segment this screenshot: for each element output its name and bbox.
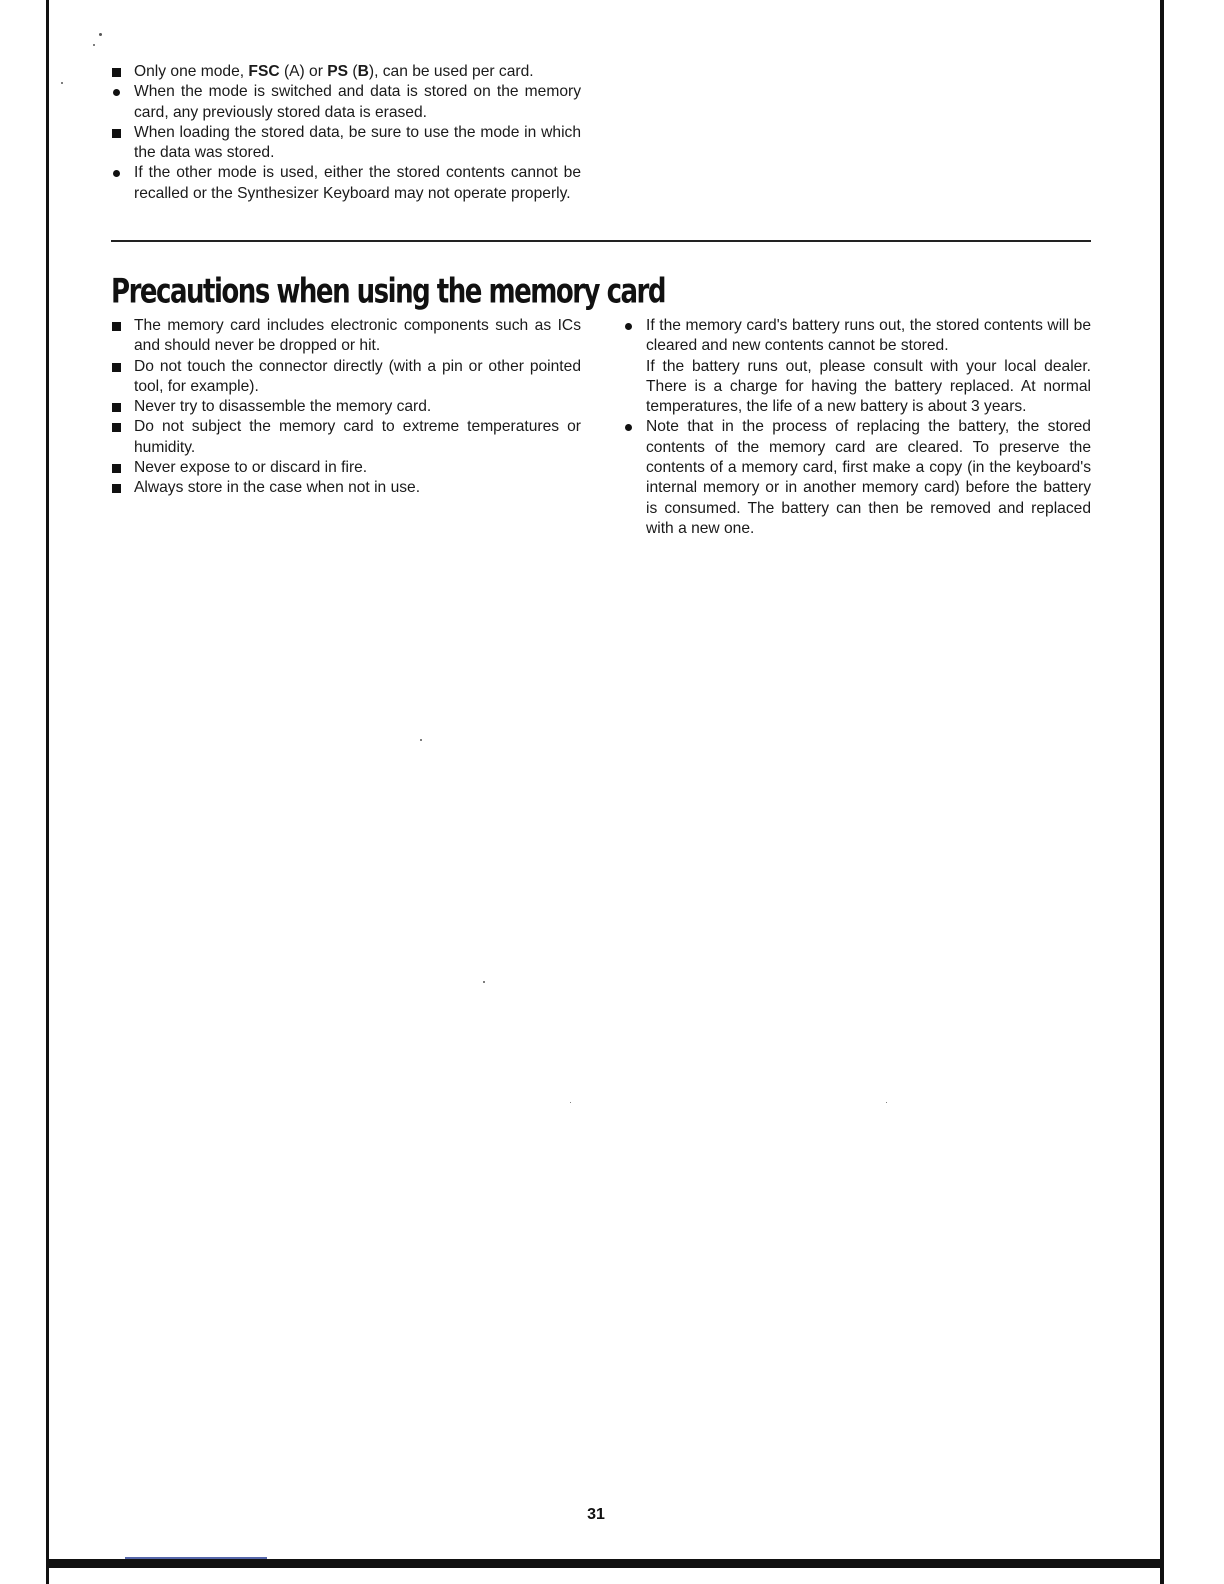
round-bullet-icon	[625, 424, 632, 431]
square-bullet-icon	[112, 363, 121, 372]
mode-fsc-label: FSC	[248, 63, 280, 80]
precautions-list	[111, 316, 581, 499]
note-text: ), can be used per card.	[368, 63, 534, 80]
battery-notes-column	[623, 316, 1091, 539]
scan-frame-left	[46, 0, 49, 1584]
scan-frame-bottom	[46, 1559, 1164, 1568]
precautions-left-column	[111, 316, 581, 499]
precaution-text: Do not touch the connector directly (with a pin or other pointed tool, for example).	[134, 357, 581, 395]
mode-b-label: B	[357, 63, 369, 80]
square-bullet-icon	[112, 484, 121, 493]
note-text: If the other mode is used, either the stored contents cannot be recalled or the Synthesizer Keyboard may not operate properly.	[134, 164, 581, 202]
round-bullet-icon	[113, 170, 120, 177]
note-text: (A) or	[279, 63, 328, 80]
scan-frame-bottom-accent	[125, 1557, 267, 1559]
battery-notes-list	[623, 316, 1091, 539]
page-number: 31	[587, 1506, 605, 1523]
precaution-text: Never expose to or discard in fire.	[134, 459, 368, 477]
precaution-text: The memory card includes electronic components such as ICs and should never be dropped or hit.	[134, 317, 581, 355]
list-item	[111, 458, 581, 478]
scan-speck	[99, 33, 102, 36]
section-divider	[111, 240, 1091, 242]
note-text: When loading the stored data, be sure to use the mode in which the data was stored.	[134, 123, 581, 162]
list-item	[111, 316, 581, 357]
square-bullet-icon	[112, 68, 121, 77]
note-text: Only one mode,	[134, 63, 249, 80]
round-bullet-icon	[113, 89, 120, 96]
battery-note-text: Note that in the process of replacing the battery, the stored contents of the memory card are cleared. To preserve the contents of a memory card, first make a copy (in the keyboard's internal memory or in another memory card) before the battery is consumed. The battery can then be removed and replaced with a new one.	[646, 418, 1091, 537]
precaution-text: Always store in the case when not in use.	[134, 479, 421, 497]
battery-note-text: If the battery runs out, please consult with your local dealer. There is a charge for having the battery replaced. At normal temperatures, the life of a new battery is about 3 years.	[646, 357, 1091, 416]
square-bullet-icon	[112, 403, 121, 412]
scan-speck	[886, 1102, 887, 1103]
square-bullet-icon	[112, 129, 121, 138]
list-item	[111, 82, 581, 123]
list-item	[111, 478, 581, 498]
list-item	[111, 417, 581, 458]
battery-note-text: If the memory card's battery runs out, the stored contents will be cleared and new contents cannot be stored.	[646, 317, 1091, 355]
scan-frame-right	[1160, 0, 1164, 1584]
mode-ps-label: PS	[327, 63, 349, 80]
scan-speck	[570, 1102, 571, 1103]
list-item	[111, 123, 581, 164]
precaution-text: Do not subject the memory card to extreme temperatures or humidity.	[134, 418, 581, 456]
scan-speck	[483, 981, 485, 983]
mode-notes-list	[111, 62, 581, 204]
note-text: (	[348, 63, 358, 80]
section-title: Precautions when using the memory card	[111, 272, 666, 312]
list-item	[111, 397, 581, 417]
note-text: When the mode is switched and data is stored on the memory card, any previously stored data is erased.	[134, 83, 581, 121]
scan-speck	[420, 739, 422, 741]
list-item	[111, 357, 581, 398]
scan-speck	[93, 44, 95, 46]
list-item	[111, 62, 581, 82]
list-item	[111, 163, 581, 204]
list-item	[623, 316, 1091, 417]
square-bullet-icon	[112, 423, 121, 432]
square-bullet-icon	[112, 464, 121, 473]
list-item	[623, 417, 1091, 539]
round-bullet-icon	[625, 323, 632, 330]
square-bullet-icon	[112, 322, 121, 331]
mode-notes	[111, 62, 581, 204]
scan-speck	[61, 82, 63, 84]
precaution-text: Never try to disassemble the memory card.	[134, 398, 432, 416]
